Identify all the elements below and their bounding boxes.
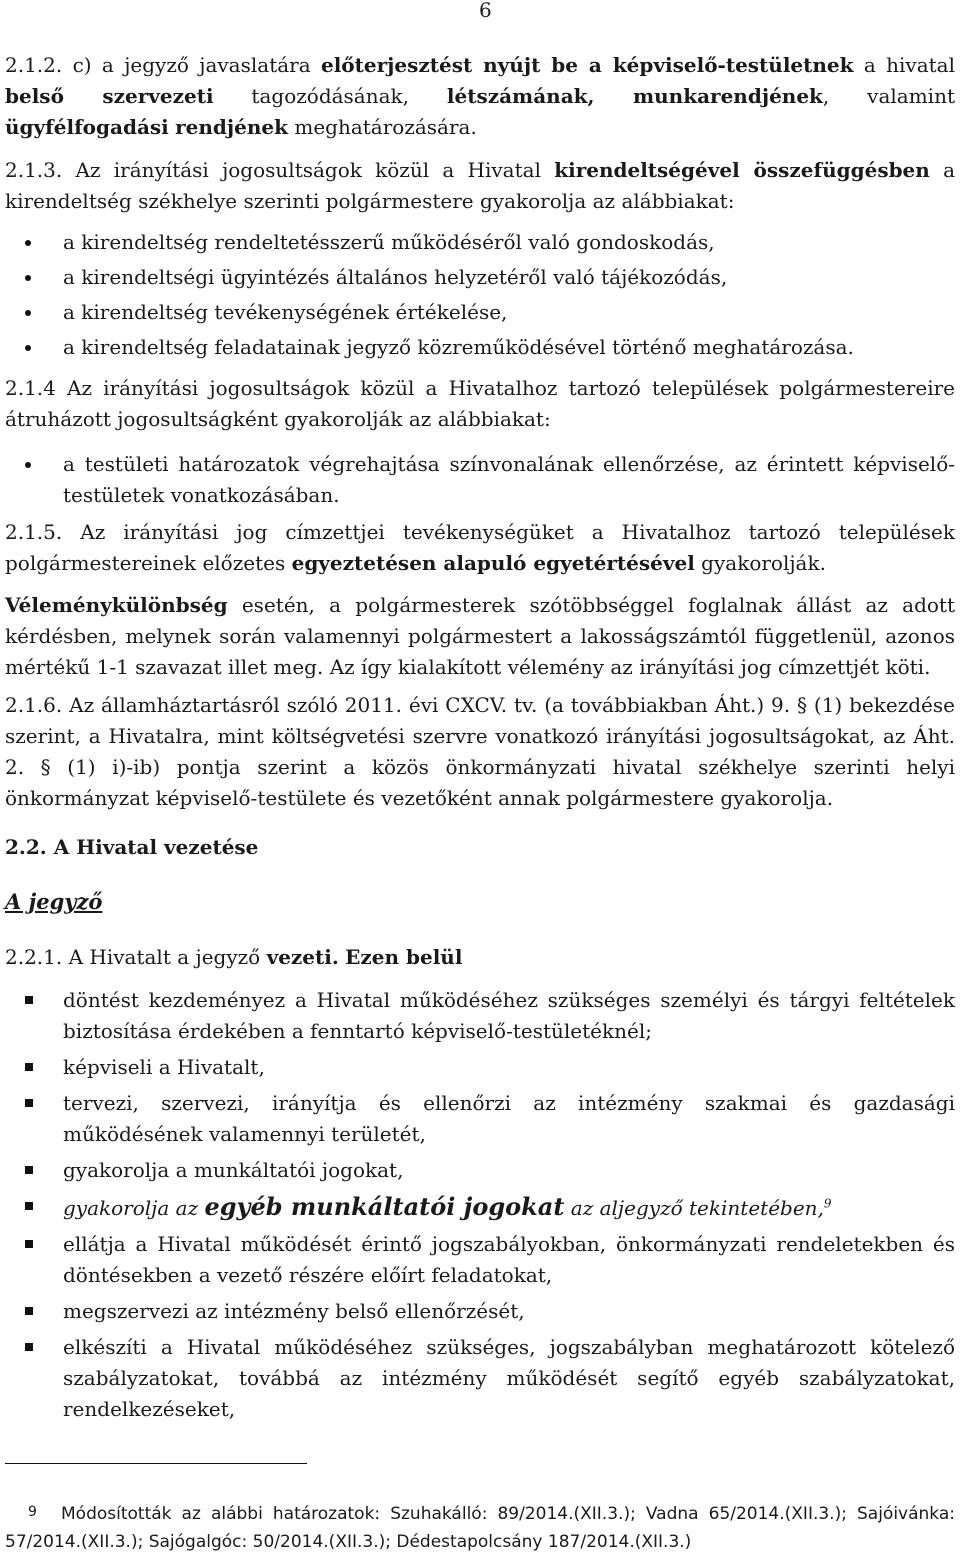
section-2-1-6 — [5, 690, 955, 814]
list-item: a kirendeltség rendeltetésszerű működéséről való gondoskodás, — [5, 227, 955, 258]
heading-jegyzo — [5, 886, 955, 917]
footnote-marker: 9 — [28, 1504, 37, 1520]
bullet-list — [5, 227, 955, 363]
list-item: gyakorolja a munkáltatói jogokat, — [5, 1155, 955, 1186]
paragraph: 2.1.5. Az irányítási jog címzettjei tevékenységüket a Hivatalhoz tartozó települések polgármestereinek előzetes egyeztetésen alapuló egyetértésével gyakorolják. — [5, 520, 955, 575]
bullet-list — [5, 449, 955, 511]
subsection-heading: A jegyző — [5, 889, 103, 914]
paragraph-velemenykulonbseg — [5, 590, 955, 683]
section-2-1-3 — [5, 155, 955, 363]
section-2-1-2 — [5, 50, 955, 143]
list-item: a testületi határozatok végrehajtása színvonalának ellenőrzése, az érintett képviselő-testületek vonatkozásában. — [5, 449, 955, 511]
section-2-2-1 — [5, 942, 955, 1425]
list-item: ellátja a Hivatal működését érintő jogszabályokban, önkormányzati rendeletekben és döntésekben a vezető részére előírt feladatokat, — [5, 1229, 955, 1291]
section-heading: 2.2. A Hivatal vezetése — [5, 835, 259, 859]
paragraph: 2.1.2. c) a jegyző javaslatára előterjesztést nyújt be a képviselő-testületnek a hivatal belső szervezeti tagozódásának, létszámának, munkarendjének, valamint ügyfélfogadási rendjének meghatározására. — [5, 53, 955, 139]
list-item: a kirendeltségi ügyintézés általános helyzetéről való tájékozódás, — [5, 262, 955, 293]
paragraph: 2.1.4 Az irányítási jogosultságok közül a Hivatalhoz tartozó települések polgármestereire átruházott jogosultságként gyakorolják az alábbiakat: — [5, 376, 955, 431]
paragraph: 2.2.1. A Hivatalt a jegyző vezeti. Ezen belül — [5, 945, 463, 969]
list-item: a kirendeltség feladatainak jegyző közreműködésével történő meghatározása. — [5, 332, 955, 363]
list-item: elkészíti a Hivatal működéséhez szükséges, jogszabályban meghatározott kötelező szabályzatokat, továbbá az intézmény működését segítő egyéb szabályzatokat, rendelkezéseket, — [5, 1332, 955, 1425]
list-item: a kirendeltség tevékenységének értékelése, — [5, 297, 955, 328]
list-item: gyakorolja az egyéb munkáltatói jogokat az aljegyző tekintetében,$^9$ — [5, 1191, 955, 1224]
list-item: megszervezi az intézmény belső ellenőrzését, — [5, 1296, 955, 1327]
section-2-1-4 — [5, 373, 955, 511]
list-item: képviseli a Hivatalt, — [5, 1052, 955, 1083]
section-2-1-5 — [5, 517, 955, 579]
page-number: 6 — [479, 0, 492, 22]
footnote-separator — [5, 1463, 307, 1464]
paragraph: 2.1.3. Az irányítási jogosultságok közül a Hivatal kirendeltségével összefüggésben a kirendeltség székhelye szerinti polgármestere gyakorolja az alábbiakat: — [5, 158, 956, 213]
paragraph: Véleménykülönbség esetén, a polgármesterek szótöbbséggel foglalnak állást az adott kérdésben, melynek során valamennyi polgármestert a lakosságszámtól függetlenül, azonos mértékű 1-1 szavazat illet meg. Az így kialakított vélemény az irányítási jog címzettjét köti. — [5, 593, 955, 679]
square-bullet-list — [5, 985, 955, 1425]
footnote: Módosították az alábbi határozatok: Szuhakálló: 89/2014.(XII.3.); Vadna 65/2014.(XII.3.); Sajóivánka: 57/2014.(XII.3.); Sajógalgóc: 50/2014.(XII.3.); Dédestapolcsány 187/2014.(XII.3.) — [5, 1504, 955, 1552]
heading-2-2 — [5, 832, 955, 863]
list-item: tervezi, szervezi, irányítja és ellenőrzi az intézmény szakmai és gazdasági működésének valamennyi területét, — [5, 1088, 955, 1150]
paragraph: 2.1.6. Az államháztartásról szóló 2011. évi CXCV. tv. (a továbbiakban Áht.) 9. § (1) bekezdése szerint, a Hivatalra, mint költségvetési szervre vonatkozó irányítási jogosultságokat, az Áht. 2. § (1) i)-ib) pontja szerint a közös önkormányzati hivatal székhelye szerinti helyi önkormányzat képviselő-testülete és vezetőként annak polgármestere gyakorolja. — [5, 693, 955, 810]
list-item: döntést kezdeményez a Hivatal működéséhez szükséges személyi és tárgyi feltételek biztosítása érdekében a fenntartó képviselő-testületéknél; — [5, 985, 955, 1047]
